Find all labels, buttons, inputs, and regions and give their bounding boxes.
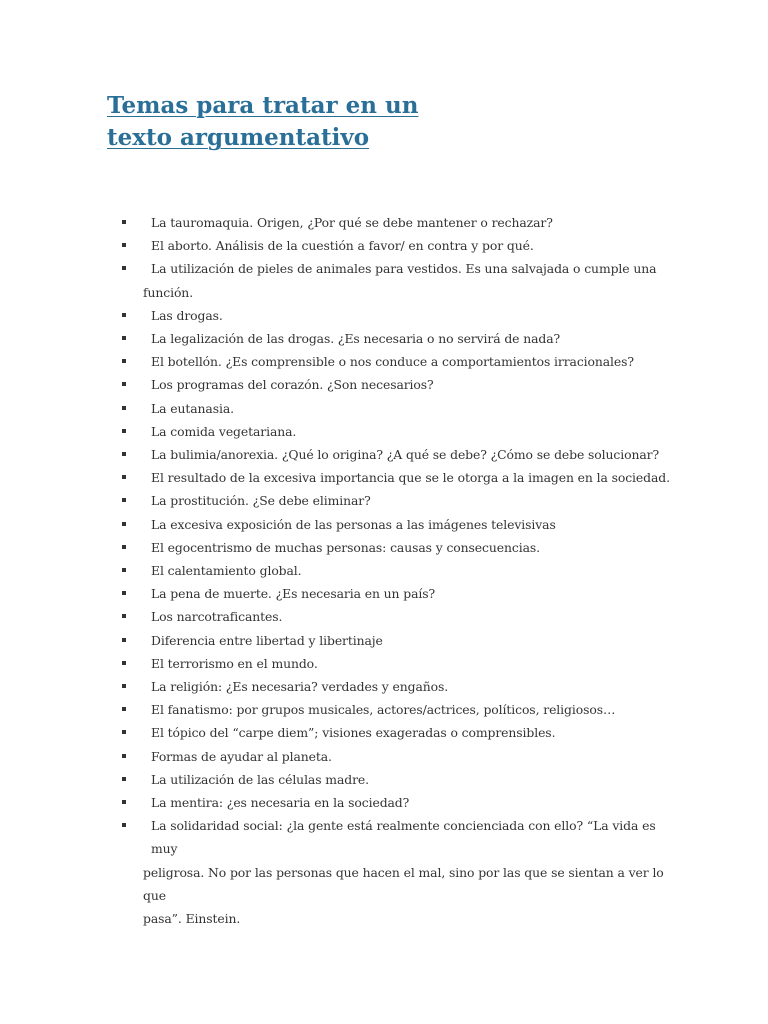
title-line-2[interactable]: texto argumentativo	[107, 124, 370, 151]
list-item	[120, 397, 680, 420]
list-item	[120, 629, 680, 652]
topics-list	[120, 211, 680, 930]
bullet-icon	[122, 420, 130, 443]
bullet-icon	[122, 721, 130, 744]
list-item	[120, 304, 680, 327]
bullet-icon	[122, 582, 130, 605]
bullet-icon	[122, 629, 130, 652]
bullet-icon	[122, 745, 130, 768]
list-item	[120, 559, 680, 582]
bullet-icon	[122, 304, 130, 327]
list-item	[120, 443, 680, 466]
list-item-text: La religión: ¿Es necesaria? verdades y engaños.	[151, 679, 449, 695]
list-item-text: El aborto. Análisis de la cuestión a favor/ en contra y por qué.	[151, 238, 534, 254]
bullet-icon	[122, 698, 130, 721]
list-item-text: El resultado de la excesiva importancia que se le otorga a la imagen en la sociedad.	[151, 470, 670, 486]
list-item-text: La mentira: ¿es necesaria en la sociedad?	[151, 795, 410, 811]
list-item	[120, 698, 680, 721]
list-item	[120, 211, 680, 234]
bullet-icon	[122, 211, 130, 234]
bullet-icon	[122, 814, 130, 837]
title-line-1[interactable]: Temas para tratar en un	[107, 92, 419, 119]
bullet-icon	[122, 257, 130, 280]
list-item-text: La prostitución. ¿Se debe eliminar?	[151, 493, 371, 509]
list-item	[120, 582, 680, 605]
bullet-icon	[122, 605, 130, 628]
list-item-text: El egocentrismo de muchas personas: causas y consecuencias.	[151, 539, 540, 555]
list-item	[120, 652, 680, 675]
page-title	[107, 90, 527, 154]
bullet-icon	[122, 675, 130, 698]
list-item	[120, 257, 680, 303]
list-item-text: El fanatismo: por grupos musicales, actores/actrices, políticos, religiosos…	[151, 702, 616, 718]
list-item	[120, 536, 680, 559]
list-item	[120, 373, 680, 396]
list-item-text: El terrorismo en el mundo.	[151, 655, 318, 671]
list-item	[120, 721, 680, 744]
list-item-text: La comida vegetariana.	[151, 423, 297, 439]
bullet-icon	[122, 234, 130, 257]
list-item-text: El botellón. ¿Es comprensible o nos conduce a comportamientos irracionales?	[151, 354, 634, 370]
list-item-text: La excesiva exposición de las personas a las imágenes televisivas	[151, 516, 556, 532]
list-item-text: Los programas del corazón. ¿Son necesarios?	[151, 377, 434, 393]
list-item-text: El calentamiento global.	[151, 563, 302, 579]
list-item-continuation: peligrosa. No por las personas que hacen el mal, sino por las que se sientan a ver lo que	[143, 864, 664, 903]
bullet-icon	[122, 513, 130, 536]
bullet-icon	[122, 397, 130, 420]
list-item-text: Diferencia entre libertad y libertinaje	[151, 632, 383, 648]
list-item-text: La utilización de las células madre.	[151, 771, 369, 787]
bullet-icon	[122, 466, 130, 489]
list-item	[120, 745, 680, 768]
list-item-text: El tópico del “carpe diem”; visiones exageradas o comprensibles.	[151, 725, 556, 741]
list-item-text: La pena de muerte. ¿Es necesaria en un país?	[151, 586, 436, 602]
list-item	[120, 605, 680, 628]
bullet-icon	[122, 536, 130, 559]
bullet-icon	[122, 559, 130, 582]
list-item-text: Los narcotraficantes.	[151, 609, 283, 625]
bullet-icon	[122, 443, 130, 466]
list-item	[120, 420, 680, 443]
bullet-icon	[122, 768, 130, 791]
list-item-text: La utilización de pieles de animales para vestidos. Es una salvajada o cumple una	[151, 261, 657, 277]
list-item-text: Las drogas.	[151, 307, 223, 323]
bullet-icon	[122, 350, 130, 373]
list-item	[120, 513, 680, 536]
list-item	[120, 768, 680, 791]
list-item-text: La legalización de las drogas. ¿Es necesaria o no servirá de nada?	[151, 331, 561, 347]
list-item	[120, 327, 680, 350]
bullet-icon	[122, 652, 130, 675]
bullet-icon	[122, 489, 130, 512]
list-item	[120, 814, 680, 930]
list-item	[120, 466, 680, 489]
bullet-icon	[122, 373, 130, 396]
list-item	[120, 350, 680, 373]
list-item	[120, 234, 680, 257]
list-item-text: Formas de ayudar al planeta.	[151, 748, 332, 764]
list-item	[120, 489, 680, 512]
list-item-continuation: función.	[143, 284, 194, 300]
list-item-continuation: pasa”. Einstein.	[143, 911, 241, 927]
bullet-icon	[122, 791, 130, 814]
list-item-text: La eutanasia.	[151, 400, 234, 416]
list-item-text: La bulimia/anorexia. ¿Qué lo origina? ¿A qué se debe? ¿Cómo se debe solucionar?	[151, 447, 660, 463]
list-item	[120, 675, 680, 698]
list-item-text: La solidaridad social: ¿la gente está realmente concienciada con ello? “La vida es muy	[151, 818, 656, 857]
list-item-text: La tauromaquia. Origen, ¿Por qué se debe mantener o rechazar?	[151, 215, 553, 230]
bullet-icon	[122, 327, 130, 350]
list-item	[120, 791, 680, 814]
